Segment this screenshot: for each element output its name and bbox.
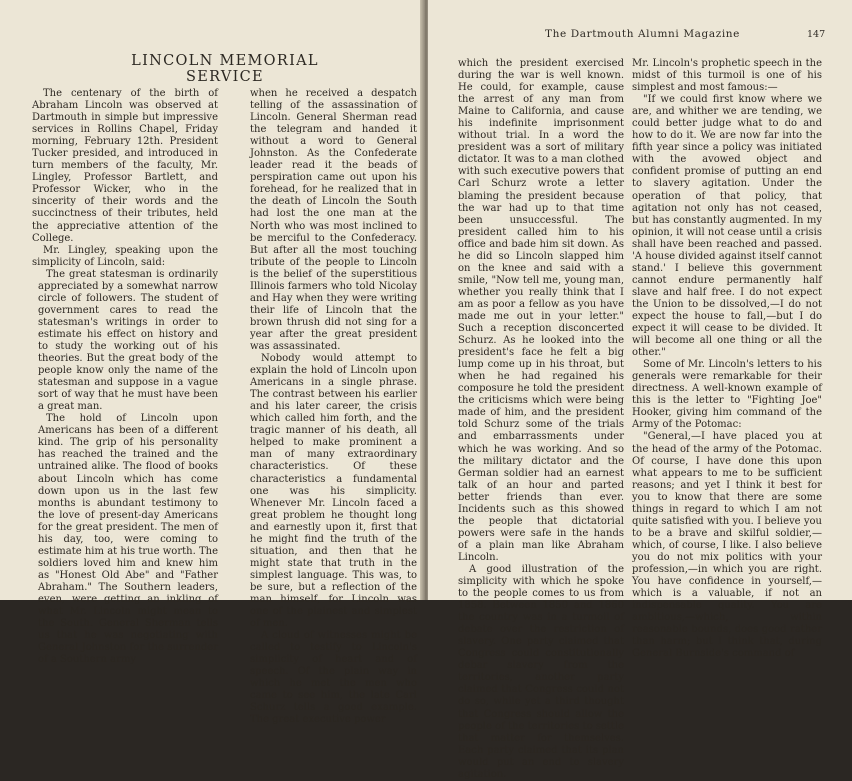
paragraph: when he received a despatch telling of the assassination of Lincoln. General Sherman read the telegram and handed it without a word to General Johnston. As the Confederate leader read it the beads of perspiration came out upon his forehead, for he realized that in the death of Lincoln the South had lost the one man at the North who was most inclined to be merciful to the Confederacy. But after all the most touching tribute of the people to Lincoln is the belief of the superstitious Illinois farmers who told Nicolay and Hay when they were writing their life of Lincoln that the brown thrush did not sing for a year after the great president was assassinated.	[250, 88, 417, 352]
paragraph: "General,—I have placed you at the head of the army of the Potomac. Of course, I have done this upon what appears to me to be sufficient reasons; and yet I think it best for you to know that there are some things in regard to which I am not quite satisfied with you. I believe you to be a brave and skilful soldier,—which, of course, I like. I also believe you do not mix politics with your profession,—in which you are right. You have confidence in yourself,—which is a valuable, if not an indispensable quality. You are ambitious,—which, within reasonable bounds, does good rather than harm; but I think that, during General Burnside's command of	[632, 431, 822, 660]
paragraph: Mr. Lincoln's prophetic speech in the midst of this turmoil is one of his simplest and most famous:—	[632, 58, 822, 94]
right-page-column-2	[632, 58, 822, 660]
paragraph: The centenary of the birth of Abraham Lincoln was observed at Dartmouth in simple but impressive services in Rollins Chapel, Friday morning, February 12th. President Tucker presided, and introduced in turn members of the faculty, Mr. Lingley, Professor Bartlett, and Professor Wicker, who in the sincerity of their words and the succinctness of their tributes, held the appreciative attention of the College.	[32, 88, 218, 244]
paragraph: "If we could first know where we are, and whither we are tending, we could better judge what to do and how to do it. We are now far into the fifth year since a policy was initiated with the avowed object and confident promise of putting an end to slavery agitation. Under the operation of that policy, that agitation not only has not ceased, but has constantly augmented. In my opinion, it will not cease until a crisis shall have been reached and passed. 'A house divided against itself cannot stand.' I believe this government cannot endure permanently half slave and half free. I do not expect the Union to be dissolved,—I do not expect the house to fall,—but I do expect it will cease to be divided. It will become all one thing or all the other."	[632, 94, 822, 359]
right-page-column-1	[458, 58, 624, 781]
paragraph: Some of Mr. Lincoln's letters to his generals were remarkable for their directness. A well-known example of this is the letter to "Fighting Joe" Hooker, giving him command of the Army of the Potomac:	[632, 359, 822, 431]
paragraph: Mr. Lingley, speaking upon the simplicity of Lincoln, said:	[32, 244, 218, 268]
paragraph: which the president exercised during the war is well known. He could, for example, cause the arrest of any man from Maine to California, and cause his indefinite imprisonment without trial. In a word the president was a sort of military dictator. It was to a man clothed with such executive powers that Carl Schurz wrote a letter blaming the president because the war had up to that time been unsuccessful. The president called him to his office and bade him sit down. As he did so Lincoln slapped him on the knee and said with a smile, "Now tell me, young man, whether you really think that I am as poor a fellow as you have made me out in your letter." Such a reception disconcerted Schurz. As he looked into the president's face he felt a big lump come up in his throat, but when he had regained his composure he told the president the criticisms which were being made of him, and the president told Schurz some of the trials and embarrassments under which he was working. And so the military dictator and the German soldier had an earnest talk of an hour and parted better friends than ever. Incidents such as this showed the people that dictatorial powers were safe in the hands of a plain man like Abraham Lincoln.	[458, 58, 624, 563]
article-title: LINCOLN MEMORIAL SERVICE	[131, 53, 319, 85]
paragraph: A cloud of witnesses might be called to testify to Lincoln's simplicity of heart and of speech. Of the plain way in which he met the men who came to see him, the late Carl Schurz tells a good example. The great executive power	[250, 630, 417, 726]
paragraph: The great statesman is ordinarily appreciated by a somewhat narrow circle of followers. The student of government cares to read the statesman's writings in order to estimate his effect on history and to study the working out of his theories. But the great body of the people know only the name of the statesman and suppose in a vague sort of way that he must have been a great man.	[38, 268, 218, 413]
left-page	[0, 0, 424, 726]
left-page-column-2	[250, 88, 417, 726]
paragraph: A good illustration of the simplicity with which he spoke to the people comes to us from 1858. Between 1850 and 1860 the country was in a turmoil of debate over the restriction of slavery. One party claimed that Congress could constitutionally debar slavery from the territories, another party claimed that Congress could not do so, while yet a third thought that Congress should allow the people of the territories to settle that matter for themselves. Each party claimed that its plan would put an end to slavery agitation.	[458, 563, 624, 780]
paragraph: Nobody would attempt to explain the hold of Lincoln upon Americans in a single phrase. The contrast between his earlier and his later career, the crisis which called him forth, and the tragic manner of his death, all helped to make prominent a man of many extraordinary characteristics. Of these characteristics a fundamental one was his simplicity. Whenever Mr. Lincoln faced a great problem he thought long and earnestly upon it, first that he might find the truth of the situation, and then that he might state that truth in the simplest language. This was, to be sure, but a reflection of the man himself, for Lincoln was one of the plainest and simplest of men.	[250, 353, 417, 630]
running-header: The Dartmouth Alumni Magazine	[545, 28, 740, 40]
paragraph: The hold of Lincoln upon Americans has been of a different kind. The grip of his personality has reached the trained and the untrained alike. The flood of books about Lincoln which has come down upon us in the last few months is abundant testimony to the love of present-day Americans for the great president. The men of his day, too, were coming to estimate him at his true worth. The soldiers loved him and knew him as "Honest Old Abe" and "Father Abraham." The Southern leaders, even, were getting an inkling of what Mr. Lincoln might mean to the South. General Sherman tells us that he was negotiating with General Johnston for the surrender of a Southern army	[38, 413, 218, 666]
page-number: 147	[807, 29, 826, 40]
left-page-column-1	[32, 88, 218, 666]
